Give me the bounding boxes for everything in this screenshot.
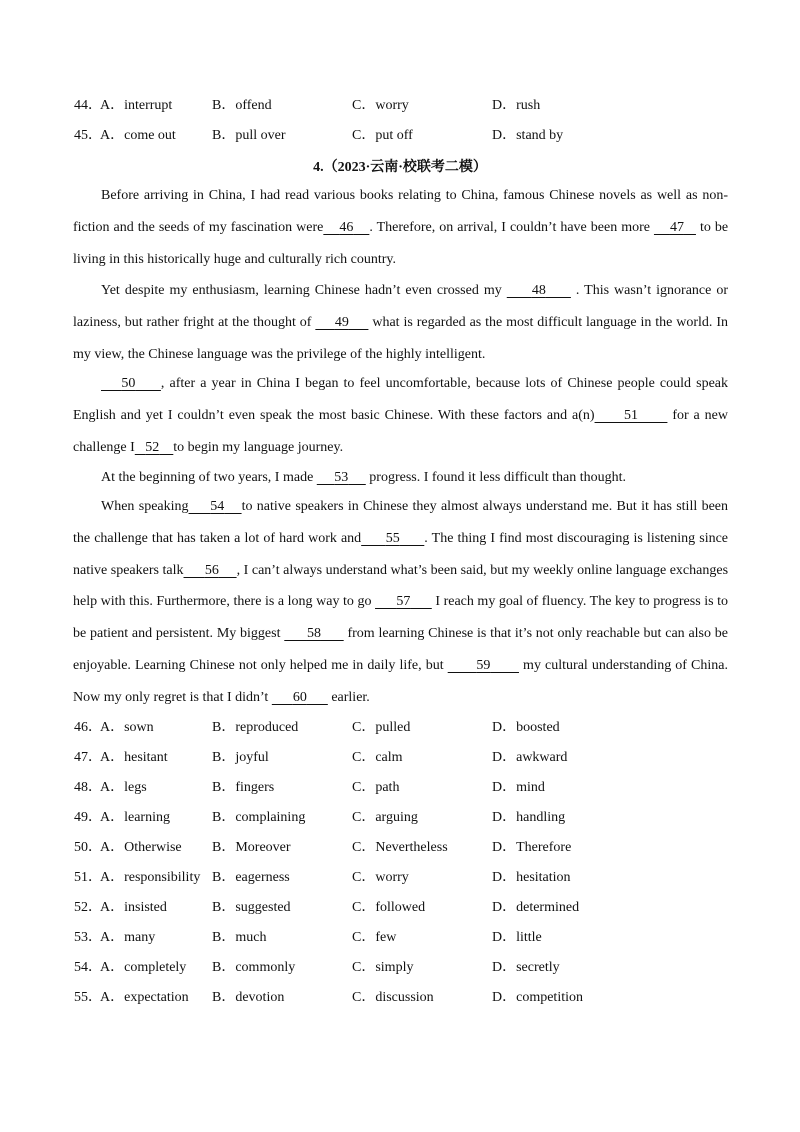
blank-53: 53: [334, 470, 349, 485]
option-b: B．reproduced: [212, 720, 299, 735]
option-d: D．competition: [492, 990, 583, 1005]
option-d: D．secretly: [492, 960, 560, 975]
question-number: 50．: [74, 840, 102, 855]
option-b: B．commonly: [212, 960, 296, 975]
option-b: B．pull over: [212, 128, 286, 143]
option-a: A．hesitant: [100, 750, 168, 765]
option-b: B．joyful: [212, 750, 269, 765]
option-c: C．worry: [352, 98, 409, 113]
section-heading: 4.（2023·云南·校联考二模）: [313, 160, 487, 175]
passage-text: to begin my language journey.: [173, 439, 344, 455]
option-a: A．learning: [100, 810, 170, 825]
passage-text: . This wasn’t ignorance or laziness, but rather fright at the thought of: [73, 283, 729, 330]
question-number: 54．: [74, 960, 102, 975]
option-d: D．stand by: [492, 128, 564, 143]
question-number: 49．: [74, 810, 102, 825]
passage-paragraph-2: [73, 275, 728, 370]
option-d: D．Therefore: [492, 840, 572, 855]
question-54: [74, 957, 734, 979]
blank-46: 46: [339, 219, 354, 235]
passage-paragraph-1: [73, 180, 728, 275]
option-b: B．devotion: [212, 990, 285, 1005]
question-44: [74, 95, 734, 117]
passage-text: , after a year in China I began to feel uncomfortable, because lots of Chinese people could speak English and yet I couldn’t even speak the most basic Chinese. With these factors and a(n): [73, 376, 729, 423]
question-47: [74, 747, 734, 769]
passage-text: for a new challenge I: [73, 407, 729, 455]
option-c: C．simply: [352, 960, 414, 975]
question-49: [74, 807, 734, 829]
option-d: D．determined: [492, 900, 580, 915]
question-55: [74, 987, 734, 1009]
question-52: [74, 897, 734, 919]
question-number: 53．: [74, 930, 102, 945]
passage-text: Before arriving in China, I had read various books relating to China, famous Chinese novels as well as non-fiction and the seeds of my fascination were: [73, 188, 728, 235]
option-c: C．few: [352, 930, 397, 945]
passage-text: . The thing I find most discouraging is listening since native speakers talk: [73, 530, 729, 578]
option-a: A．many: [100, 930, 156, 945]
option-b: B．Moreover: [212, 840, 291, 855]
passage-text: progress. I found it less difficult than thought.: [365, 470, 627, 485]
option-b: B．much: [212, 930, 267, 945]
question-number: 45．: [74, 128, 102, 143]
option-c: C．Nevertheless: [352, 840, 448, 855]
option-c: C．arguing: [352, 810, 418, 825]
blank-52: 52: [145, 439, 160, 455]
option-a: A．Otherwise: [100, 840, 182, 855]
option-d: D．boosted: [492, 720, 560, 735]
passage-text: earlier.: [327, 689, 370, 705]
option-c: C．worry: [352, 870, 409, 885]
option-c: C．discussion: [352, 990, 434, 1005]
question-number: 55．: [74, 990, 102, 1005]
blank-50: 50: [121, 376, 136, 391]
option-b: B．complaining: [212, 810, 306, 825]
option-d: D．awkward: [492, 750, 568, 765]
passage-paragraph-4: [73, 462, 728, 494]
passage-text: When speaking: [101, 499, 189, 514]
passage-text: . Therefore, on arrival, I couldn’t have been more: [369, 219, 654, 235]
blank-55: 55: [385, 530, 400, 546]
option-c: C．pulled: [352, 720, 411, 735]
blank-48: 48: [531, 283, 546, 298]
question-number: 48．: [74, 780, 102, 795]
option-a: A．legs: [100, 780, 147, 795]
option-a: A．sown: [100, 720, 154, 735]
passage-text: my cultural understanding of China. Now my only regret is that I didn’t: [73, 657, 728, 705]
question-48: [74, 777, 734, 799]
passage-text: to native speakers in Chinese they almost always understand me. But it has still been the challenge that has taken a lot of hard work and: [73, 499, 728, 546]
passage-text: , I can’t always understand what’s been said, but my weekly online language exchanges help with this. Furthermore, there is a long way to go: [73, 562, 729, 610]
option-d: D．hesitation: [492, 870, 571, 885]
question-45: [74, 125, 734, 147]
blank-47: 47: [669, 219, 684, 235]
option-c: C．path: [352, 780, 400, 795]
blank-60: 60: [292, 689, 307, 705]
passage-text: At the beginning of two years, I made: [101, 470, 317, 485]
blank-57: 57: [396, 594, 411, 610]
option-c: C．followed: [352, 900, 426, 915]
blank-51: 51: [623, 407, 638, 423]
passage-text: Yet despite my enthusiasm, learning Chinese hadn’t even crossed my: [101, 283, 507, 298]
blank-56: 56: [204, 562, 219, 578]
question-46: [74, 717, 734, 739]
question-number: 52．: [74, 900, 102, 915]
question-50: [74, 837, 734, 859]
question-number: 47．: [74, 750, 102, 765]
option-d: D．little: [492, 930, 542, 945]
option-d: D．rush: [492, 98, 541, 113]
option-a: A．responsibility: [100, 870, 201, 885]
option-d: D．mind: [492, 780, 545, 795]
option-b: B．fingers: [212, 780, 275, 795]
option-a: A．come out: [100, 128, 176, 143]
blank-54: 54: [210, 499, 225, 514]
question-51: [74, 867, 734, 889]
option-b: B．offend: [212, 98, 272, 113]
option-c: C．calm: [352, 750, 403, 765]
passage-paragraph-5: [73, 491, 728, 714]
option-d: D．handling: [492, 810, 566, 825]
passage-text: from learning Chinese is that it’s not only reachable but can also be enjoyable. Learning Chinese not only helped me in daily life, but: [73, 626, 728, 673]
passage-paragraph-3: [73, 368, 728, 463]
option-a: A．expectation: [100, 990, 189, 1005]
blank-58: 58: [306, 626, 321, 642]
option-a: A．interrupt: [100, 98, 173, 113]
option-a: A．completely: [100, 960, 187, 975]
option-b: B．eagerness: [212, 870, 290, 885]
blank-59: 59: [476, 657, 491, 673]
blank-49: 49: [334, 314, 349, 330]
question-number: 44．: [74, 98, 102, 113]
question-53: [74, 927, 734, 949]
option-b: B．suggested: [212, 900, 291, 915]
option-a: A．insisted: [100, 900, 167, 915]
question-number: 51．: [74, 870, 102, 885]
question-number: 46．: [74, 720, 102, 735]
option-c: C．put off: [352, 128, 413, 143]
passage-text: I reach my goal of fluency. The key to progress is to be patient and persistent. My biggest: [73, 594, 728, 642]
passage-text: to be living in this historically huge and culturally rich country.: [73, 219, 729, 267]
passage-text: what is regarded as the most difficult language in the world. In my view, the Chinese language was the privilege of the highly intelligent.: [73, 314, 728, 362]
